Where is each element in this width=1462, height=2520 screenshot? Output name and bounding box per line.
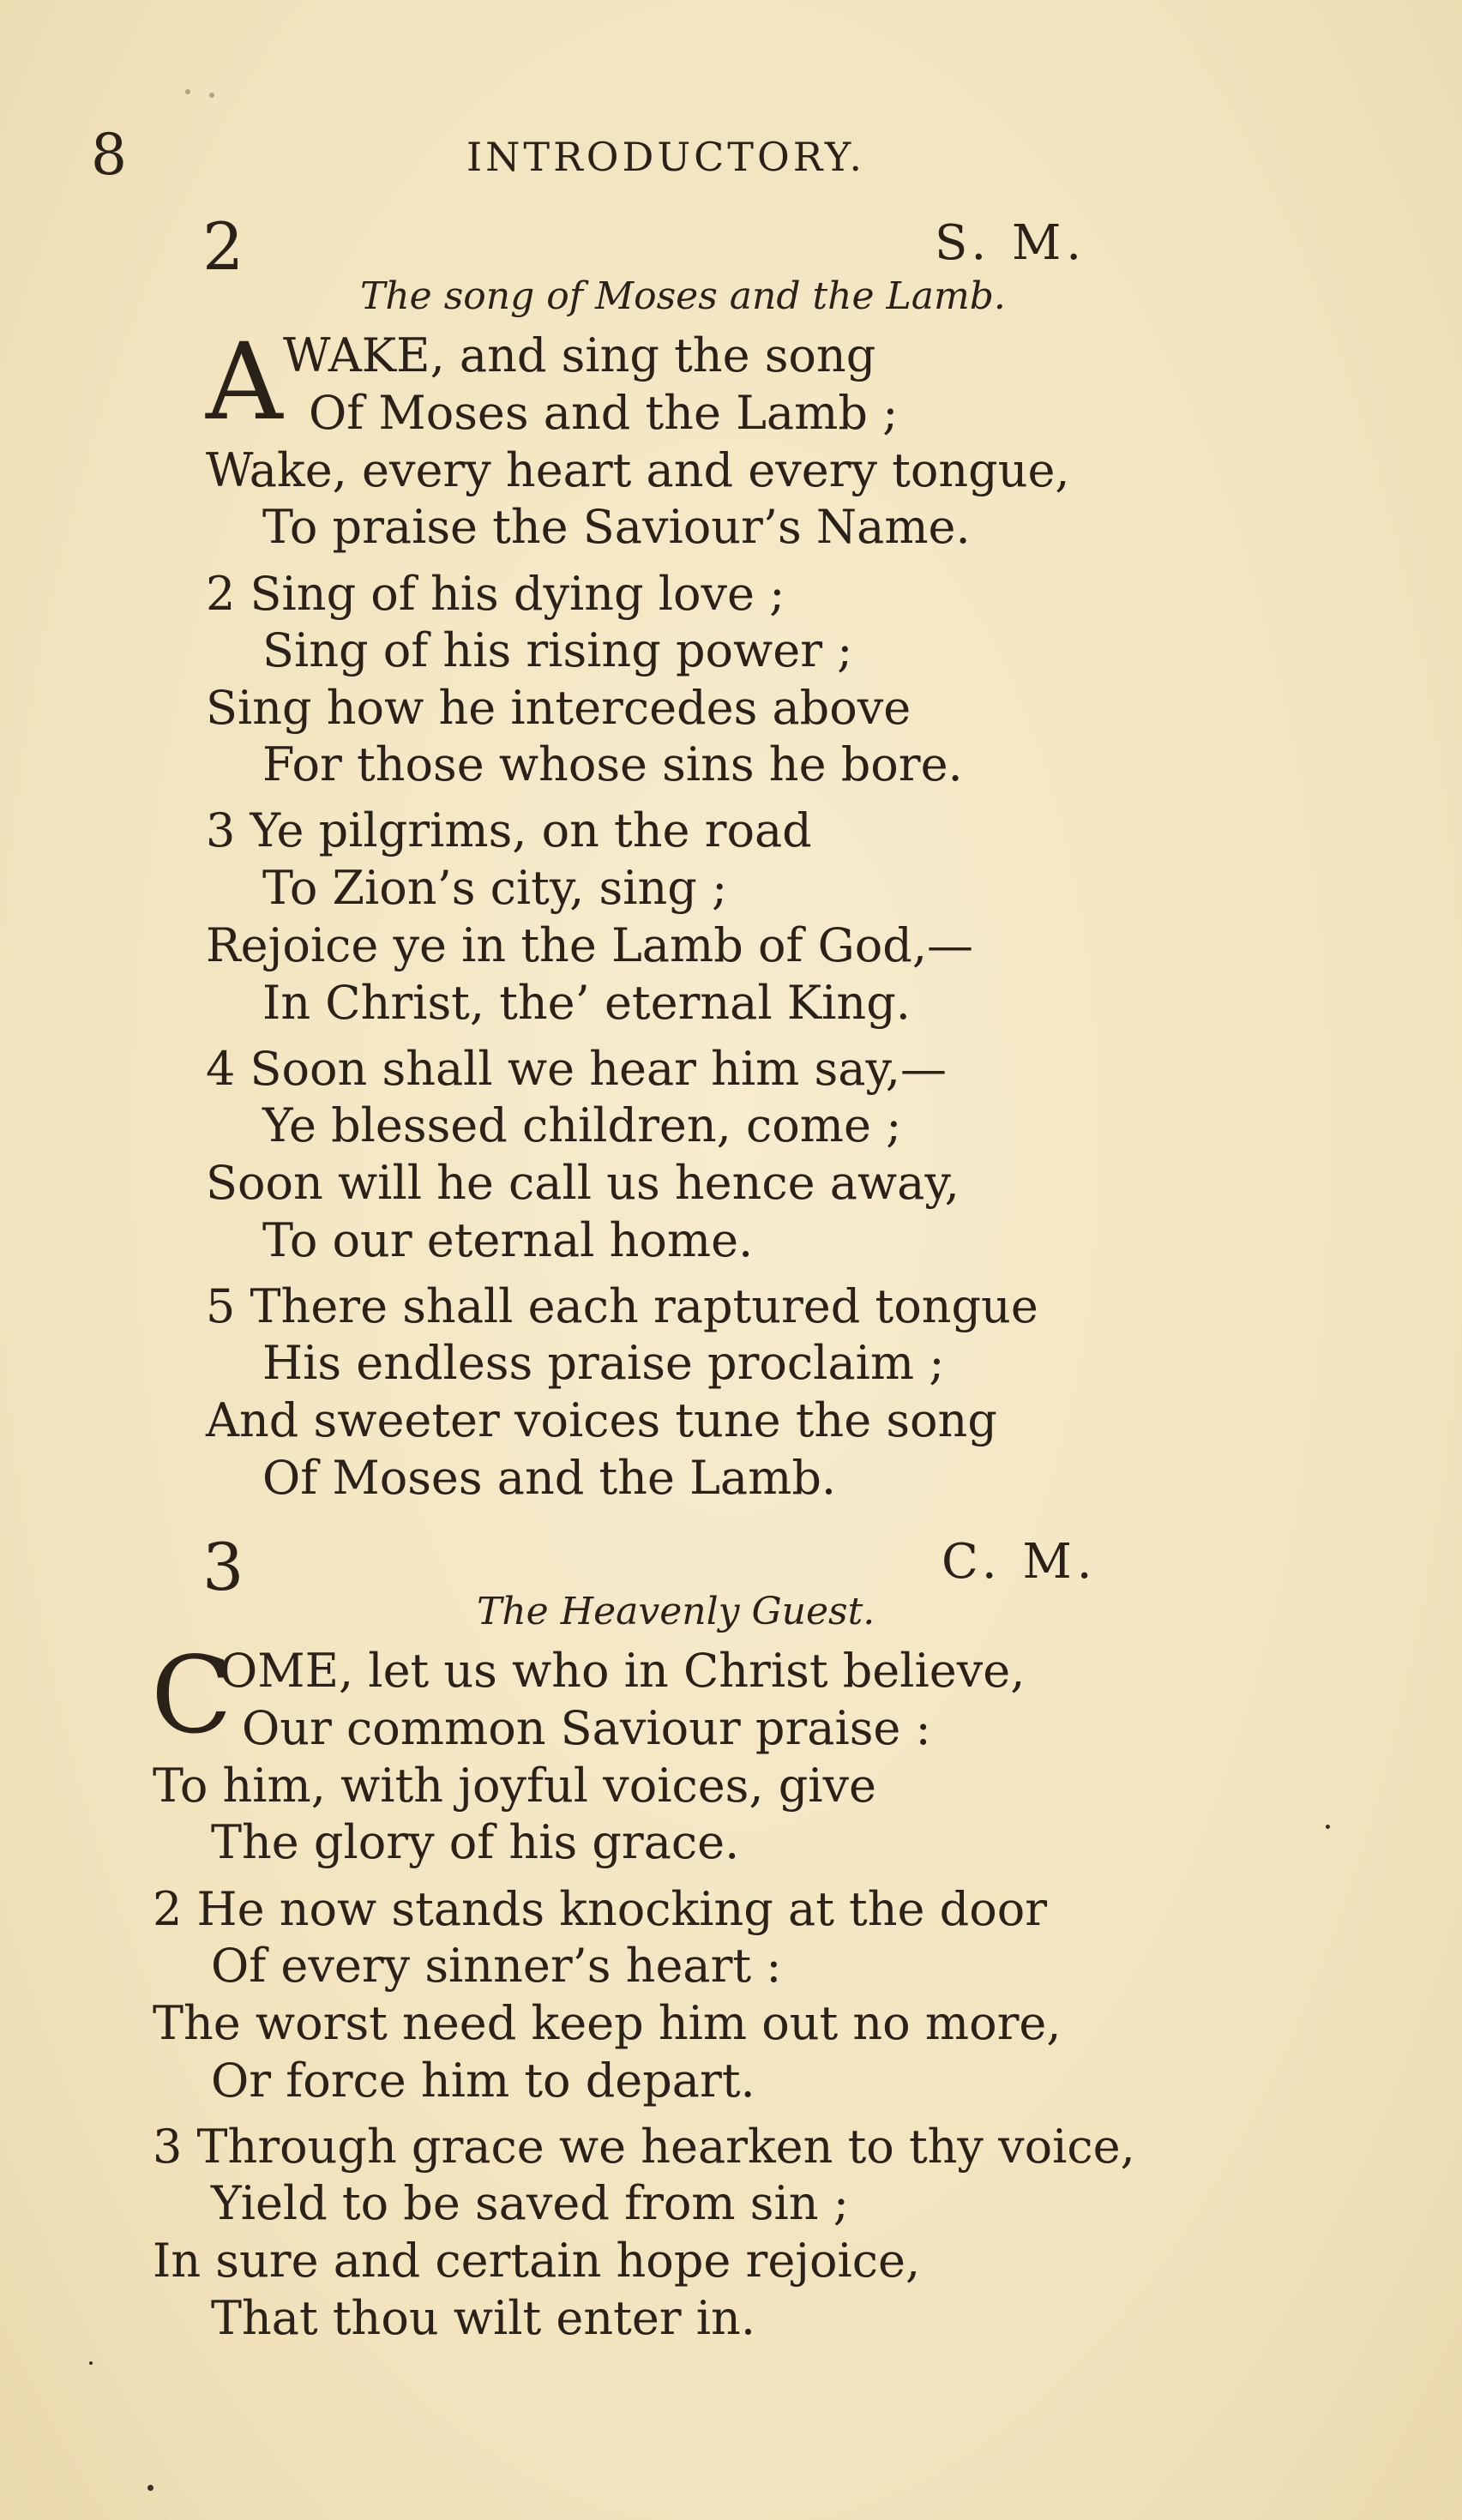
paper-speck [185,89,190,94]
verse-line: To him, with joyful voices, give [153,1759,877,1813]
page-number: 8 [91,122,127,188]
verse-line: Sing of his rising power ; [262,623,853,677]
verse-line: Of Moses and the Lamb ; [309,386,899,440]
drop-cap: A [206,321,283,444]
hymn-number: 3 [202,1529,244,1605]
hymn-number: 2 [202,208,244,285]
verse-line: Of Moses and the Lamb. [262,1451,837,1505]
verse-line: Or force him to depart. [211,2054,755,2108]
hymn-meter: C. M. [942,1534,1098,1590]
hymn-title: The Heavenly Guest. [477,1590,875,1633]
verse-line: 2 Sing of his dying love ; [206,567,785,621]
verse-line: Sing how he intercedes above [206,681,911,735]
hymn-meter: S. M. [935,215,1087,271]
verse-line: His endless praise proclaim ; [262,1336,945,1390]
verse-line: 3 Through grace we hearken to thy voice, [153,2120,1135,2174]
verse-line: The worst need keep him out no more, [153,1996,1062,2050]
drop-cap: C [151,1634,232,1758]
verse-line: To our eternal home. [262,1213,754,1267]
verse-line: Ye blessed children, come ; [262,1098,902,1152]
verse-line: 3 Ye pilgrims, on the road [206,803,812,857]
verse-line: Wake, every heart and every tongue, [206,443,1070,497]
paper-speck [89,2361,93,2365]
verse-line: OME, let us who in Christ believe, [220,1644,1026,1698]
paper-speck [209,93,214,98]
running-head: INTRODUCTORY. [466,134,865,180]
verse-line: And sweeter voices tune the song [206,1393,997,1447]
paper-speck [1326,1825,1330,1829]
verse-line: Yield to be saved from sin ; [211,2176,849,2230]
verse-line: That thou wilt enter in. [211,2291,756,2345]
verse-line: The glory of his grace. [211,1815,740,1869]
verse-line: Of every sinner’s heart : [211,1939,782,1993]
verse-line: For those whose sins he bore. [262,737,963,791]
verse-line: To Zion’s city, sing ; [262,861,728,915]
verse-line: Rejoice ye in the Lamb of God,— [206,918,973,972]
verse-line: 4 Soon shall we hear him say,— [206,1042,947,1096]
verse-line: In sure and certain hope rejoice, [153,2234,921,2288]
verse-line: To praise the Saviour’s Name. [262,500,971,554]
verse-line: 2 He now stands knocking at the door [153,1882,1048,1936]
paper-speck [147,2485,153,2491]
verse-line: 5 There shall each raptured tongue [206,1279,1038,1333]
verse-line: Soon will he call us hence away, [206,1156,960,1210]
verse-line: In Christ, the’ eternal King. [262,976,911,1030]
hymn-title: The song of Moses and the Lamb. [360,274,1006,318]
verse-line: WAKE, and sing the song [283,328,876,382]
verse-line: Our common Saviour praise : [242,1701,931,1755]
